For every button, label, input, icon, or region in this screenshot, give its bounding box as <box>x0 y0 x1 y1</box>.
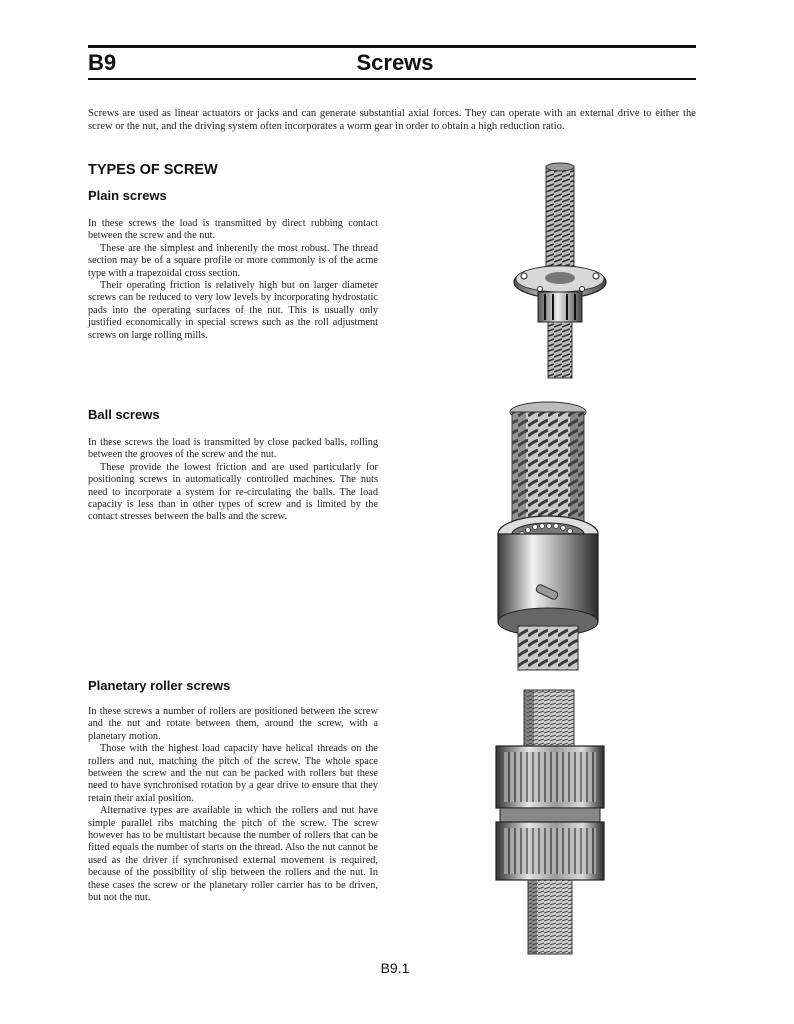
header-rule-top <box>88 45 696 48</box>
types-heading: TYPES OF SCREW <box>88 162 218 178</box>
planetary-roller-screws-text <box>88 706 378 905</box>
planetary-paragraph-1: In these screws a number of rollers are positioned between the screw and the nut and rotate between them, around the screw, with a planetary motion. <box>88 706 378 742</box>
header-rule-bottom <box>88 78 696 80</box>
plain-screws-heading: Plain screws <box>88 188 167 203</box>
plain-screw-figure <box>490 158 640 388</box>
planetary-roller-screws-heading: Planetary roller screws <box>88 678 231 693</box>
section-code: B9 <box>88 50 117 75</box>
plain-screws-text <box>88 218 378 342</box>
planetary-paragraph-2: Those with the highest load capacity have helical threads on the rollers and nut, matching the pitch of the screw. The whole space between the screw and the nut can be packed with rollers but these need to have synchronised rotation by a gear drive to ensure that they retain their axial position. <box>88 743 378 804</box>
planetary-paragraph-3: Alternative types are available in which the rollers and nut have simple parallel ribs matching the pitch of the screw. The screw however has to be multistart because the number of rollers that can be fitted equals the number of starts on the thread. Also the nut cannot be used as the driver if synchronised external movement is required, because of the possibility of slip between the rollers and the nut. In these cases the screw or the planetary roller carrier has to be driven, but not the nut. <box>88 805 378 904</box>
plain-screws-paragraph-3: Their operating friction is relatively high but on larger diameter screws can be reduced to very low levels by incorporating hydrostatic pads into the operating surfaces of the nut. This is usually only justified economically in special screws such as the roll adjustment screws on large rolling mills. <box>88 280 378 341</box>
planetary-roller-screw-figure <box>490 686 610 960</box>
page-title: Screws <box>356 50 434 75</box>
ball-screw-figure <box>488 398 618 676</box>
ball-screws-heading: Ball screws <box>88 407 160 422</box>
plain-screws-paragraph-1: In these screws the load is transmitted by direct rubbing contact between the screw and the nut. <box>88 218 378 242</box>
ball-screws-paragraph-2: These provide the lowest friction and are used particularly for positioning screws in automatically controlled machines. The nuts need to incorporate a system for re-circulating the balls. The load capacity is less than in other types of screw and is limited by the contact stresses between the balls and the screw. <box>88 461 378 523</box>
plain-screws-paragraph-2: These are the simplest and inherently the most robust. The thread section may be of a square profile or more commonly is of the acme type with a trapezoidal cross section. <box>88 242 378 279</box>
ball-screws-text <box>88 437 378 524</box>
intro-paragraph: Screws are used as linear actuators or jacks and can generate substantial axial forces. They can operate with an external drive to either the screw or the nut, and the driving system often incorporates a worm gear in order to obtain a high reduction ratio. <box>88 108 696 132</box>
page-number: B9.1 <box>380 960 410 976</box>
ball-screws-paragraph-1: In these screws the load is transmitted by close packed balls, rolling between the grooves of the screw and the nut. <box>88 437 378 461</box>
